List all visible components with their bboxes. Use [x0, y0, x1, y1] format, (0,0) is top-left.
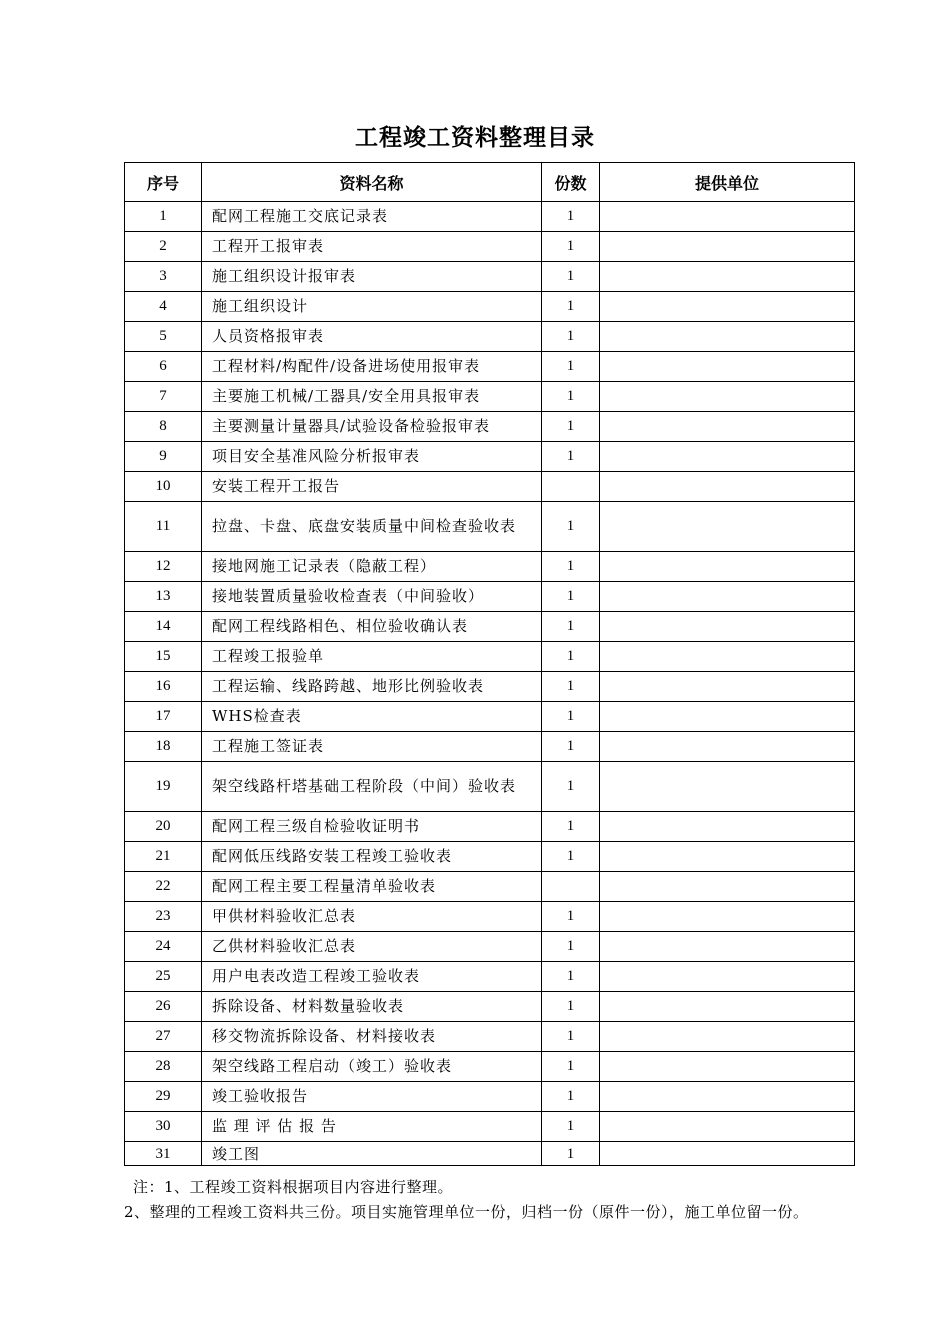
row-document-name: 工程施工签证表 [202, 732, 542, 762]
table-row [125, 1142, 855, 1166]
row-number: 27 [125, 1022, 202, 1052]
row-number: 4 [125, 292, 202, 322]
row-document-name: 工程运输、线路跨越、地形比例验收表 [202, 672, 542, 702]
row-provider [600, 812, 855, 842]
row-number: 30 [125, 1112, 202, 1142]
row-provider [600, 322, 855, 352]
row-copies: 1 [542, 842, 600, 872]
row-provider [600, 292, 855, 322]
table-row [125, 992, 855, 1022]
row-document-name: 项目安全基准风险分析报审表 [202, 442, 542, 472]
table-row [125, 642, 855, 672]
row-provider [600, 992, 855, 1022]
row-provider [600, 472, 855, 502]
row-provider [600, 762, 855, 812]
row-provider [600, 1112, 855, 1142]
row-document-name: 接地网施工记录表（隐蔽工程） [202, 552, 542, 582]
row-copies: 1 [542, 642, 600, 672]
row-copies: 1 [542, 1052, 600, 1082]
row-document-name: 工程竣工报验单 [202, 642, 542, 672]
row-copies: 1 [542, 502, 600, 552]
row-copies: 1 [542, 1022, 600, 1052]
table-row [125, 962, 855, 992]
row-provider [600, 352, 855, 382]
row-number: 7 [125, 382, 202, 412]
table-row [125, 582, 855, 612]
table-row [125, 382, 855, 412]
row-provider [600, 582, 855, 612]
row-provider [600, 552, 855, 582]
row-copies: 1 [542, 992, 600, 1022]
row-copies: 1 [542, 582, 600, 612]
table-row [125, 762, 855, 812]
row-provider [600, 1082, 855, 1112]
row-provider [600, 962, 855, 992]
row-number: 11 [125, 502, 202, 552]
header-copies: 份数 [542, 163, 600, 202]
row-copies: 1 [542, 322, 600, 352]
row-copies: 1 [542, 442, 600, 472]
row-number: 12 [125, 552, 202, 582]
row-document-name: 配网工程施工交底记录表 [202, 202, 542, 232]
row-provider [600, 442, 855, 472]
header-number: 序号 [125, 163, 202, 202]
table-row [125, 502, 855, 552]
row-provider [600, 702, 855, 732]
row-provider [600, 872, 855, 902]
row-number: 19 [125, 762, 202, 812]
row-number: 10 [125, 472, 202, 502]
row-provider [600, 262, 855, 292]
row-document-name: 拉盘、卡盘、底盘安装质量中间检查验收表 [202, 502, 542, 552]
row-provider [600, 672, 855, 702]
row-copies: 1 [542, 552, 600, 582]
table-row [125, 702, 855, 732]
table-row [125, 352, 855, 382]
table-row [125, 552, 855, 582]
row-copies: 1 [542, 812, 600, 842]
row-number: 13 [125, 582, 202, 612]
row-document-name: 施工组织设计 [202, 292, 542, 322]
row-provider [600, 932, 855, 962]
row-document-name: 工程材料/构配件/设备进场使用报审表 [202, 352, 542, 382]
row-document-name: 配网工程线路相色、相位验收确认表 [202, 612, 542, 642]
row-number: 26 [125, 992, 202, 1022]
row-number: 29 [125, 1082, 202, 1112]
row-document-name: 乙供材料验收汇总表 [202, 932, 542, 962]
row-copies [542, 872, 600, 902]
row-number: 20 [125, 812, 202, 842]
row-provider [600, 1052, 855, 1082]
row-document-name: 竣工验收报告 [202, 1082, 542, 1112]
row-number: 15 [125, 642, 202, 672]
table-row [125, 232, 855, 262]
catalog-table [124, 162, 855, 1166]
table-row [125, 1112, 855, 1142]
row-copies: 1 [542, 232, 600, 262]
row-number: 24 [125, 932, 202, 962]
row-provider [600, 732, 855, 762]
table-row [125, 412, 855, 442]
table-row [125, 672, 855, 702]
table-row [125, 872, 855, 902]
row-number: 2 [125, 232, 202, 262]
row-copies: 1 [542, 412, 600, 442]
row-number: 1 [125, 202, 202, 232]
table-row [125, 262, 855, 292]
notes [124, 1175, 849, 1225]
row-copies: 1 [542, 1142, 600, 1166]
row-document-name: 架空线路杆塔基础工程阶段（中间）验收表 [202, 762, 542, 812]
row-document-name: 配网低压线路安装工程竣工验收表 [202, 842, 542, 872]
table-row [125, 842, 855, 872]
row-copies: 1 [542, 352, 600, 382]
row-number: 28 [125, 1052, 202, 1082]
table-row [125, 1052, 855, 1082]
row-document-name: 主要施工机械/工器具/安全用具报审表 [202, 382, 542, 412]
row-number: 23 [125, 902, 202, 932]
row-document-name: 施工组织设计报审表 [202, 262, 542, 292]
row-provider [600, 612, 855, 642]
row-document-name: 主要测量计量器具/试验设备检验报审表 [202, 412, 542, 442]
row-number: 21 [125, 842, 202, 872]
row-document-name: 配网工程主要工程量清单验收表 [202, 872, 542, 902]
row-provider [600, 202, 855, 232]
row-number: 16 [125, 672, 202, 702]
row-copies: 1 [542, 932, 600, 962]
row-provider [600, 902, 855, 932]
row-copies: 1 [542, 762, 600, 812]
row-number: 25 [125, 962, 202, 992]
table-row [125, 812, 855, 842]
row-provider [600, 1022, 855, 1052]
header-document-name: 资料名称 [202, 163, 542, 202]
row-number: 17 [125, 702, 202, 732]
row-provider [600, 842, 855, 872]
table-row [125, 1022, 855, 1052]
row-document-name: 接地装置质量验收检查表（中间验收） [202, 582, 542, 612]
row-document-name: 配网工程三级自检验收证明书 [202, 812, 542, 842]
row-provider [600, 1142, 855, 1166]
row-number: 6 [125, 352, 202, 382]
row-document-name: WHS检查表 [202, 702, 542, 732]
row-document-name: 工程开工报审表 [202, 232, 542, 262]
row-copies: 1 [542, 902, 600, 932]
table-row [125, 472, 855, 502]
row-copies: 1 [542, 1112, 600, 1142]
row-number: 3 [125, 262, 202, 292]
row-number: 5 [125, 322, 202, 352]
row-copies: 1 [542, 382, 600, 412]
row-copies: 1 [542, 262, 600, 292]
row-document-name: 人员资格报审表 [202, 322, 542, 352]
row-copies: 1 [542, 702, 600, 732]
row-provider [600, 232, 855, 262]
row-provider [600, 642, 855, 672]
row-number: 22 [125, 872, 202, 902]
row-document-name: 竣工图 [202, 1142, 542, 1166]
table-row [125, 732, 855, 762]
row-document-name: 架空线路工程启动（竣工）验收表 [202, 1052, 542, 1082]
row-copies: 1 [542, 962, 600, 992]
row-copies: 1 [542, 672, 600, 702]
page-title: 工程竣工资料整理目录 [355, 125, 595, 151]
table-row [125, 322, 855, 352]
table-row [125, 932, 855, 962]
table-row [125, 902, 855, 932]
table-row [125, 1082, 855, 1112]
row-copies: 1 [542, 292, 600, 322]
row-provider [600, 382, 855, 412]
table-row [125, 202, 855, 232]
row-number: 9 [125, 442, 202, 472]
table-row [125, 442, 855, 472]
row-number: 31 [125, 1142, 202, 1166]
row-copies: 1 [542, 732, 600, 762]
row-provider [600, 502, 855, 552]
row-document-name: 甲供材料验收汇总表 [202, 902, 542, 932]
row-number: 14 [125, 612, 202, 642]
row-document-name: 拆除设备、材料数量验收表 [202, 992, 542, 1022]
row-document-name: 监 理 评 估 报 告 [202, 1112, 542, 1142]
row-number: 18 [125, 732, 202, 762]
row-copies: 1 [542, 202, 600, 232]
row-document-name: 安装工程开工报告 [202, 472, 542, 502]
table-row [125, 612, 855, 642]
note-2: 2、整理的工程竣工资料共三份。项目实施管理单位一份，归档一份（原件一份），施工单位留一份。 [124, 1203, 809, 1221]
row-number: 8 [125, 412, 202, 442]
row-copies: 1 [542, 612, 600, 642]
header-provider: 提供单位 [600, 163, 855, 202]
table-header-row [125, 163, 855, 202]
note-1: 注：1、工程竣工资料根据项目内容进行整理。 [133, 1178, 454, 1196]
row-document-name: 移交物流拆除设备、材料接收表 [202, 1022, 542, 1052]
row-document-name: 用户电表改造工程竣工验收表 [202, 962, 542, 992]
row-copies [542, 472, 600, 502]
row-copies: 1 [542, 1082, 600, 1112]
row-provider [600, 412, 855, 442]
table-row [125, 292, 855, 322]
